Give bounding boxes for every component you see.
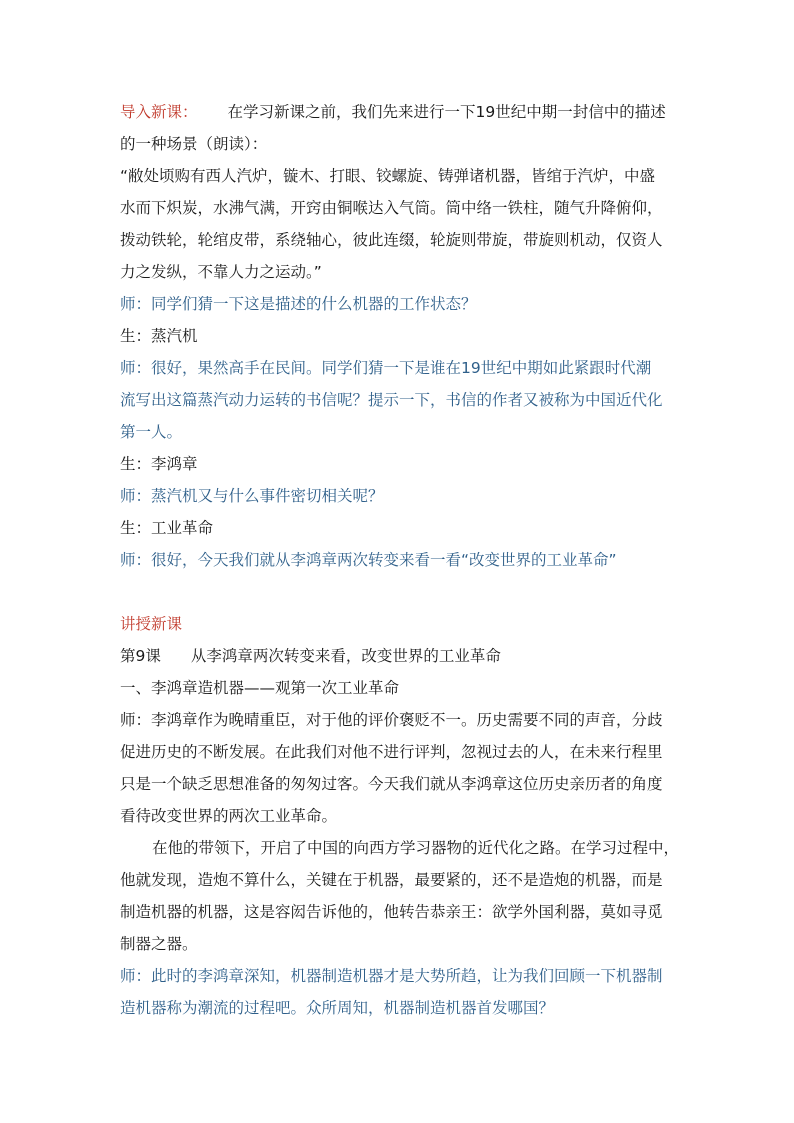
intro-line-2: 的一种场景（朗读）： (120, 135, 268, 153)
quote-line-1: “敝处顷购有西人汽炉，镟木、打眼、铰螺旋、铸弹诸机器，皆绾于汽炉，中盛 (120, 167, 656, 185)
para1-line-1: 师：李鸿章作为晚晴重臣，对于他的评价褒贬不一。历史需要不同的声音，分歧 (120, 711, 663, 729)
para2-line-2: 他就发现，造炮不算什么，关键在于机器，最要紧的，还不是造炮的机器，而是 (120, 871, 663, 889)
quote-line-3: 拨动铁轮，轮绾皮带，系绕轴心，彼此连缀，轮旋则带旋，带旋则机动，仅资人 (120, 231, 663, 249)
teacher-conclusion: 师：很好，今天我们就从李鸿章两次转变来看一看“改变世界的工业革命” (120, 551, 617, 569)
para2-line-4: 制器之器。 (120, 935, 198, 953)
student-answer-2: 生：李鸿章 (120, 455, 198, 473)
intro-heading: 导入新课： (120, 103, 198, 121)
teacher-question-1: 师：同学们猜一下这是描述的什么机器的工作状态？ (120, 295, 477, 313)
para1-line-2: 促进历史的不断发展。在此我们对他不进行评判，忽视过去的人，在未来行程里 (120, 743, 663, 761)
para1-line-3: 只是一个缺乏思想准备的匆匆过客。今天我们就从李鸿章这位历史亲历者的角度 (120, 775, 663, 793)
para3-line-2: 造机器称为潮流的过程吧。众所周知，机器制造机器首发哪国？ (120, 999, 555, 1017)
intro-text: 在学习新课之前，我们先来进行一下19世纪中期一封信中的描述 (227, 103, 666, 121)
lesson-number: 第9课 (120, 647, 161, 665)
lesson-title-line (120, 640, 680, 672)
teacher-question-2-line-3: 第一人。 (120, 423, 183, 441)
document-page (120, 96, 680, 1024)
section-title: 一、李鸿章造机器——观第一次工业革命 (120, 679, 400, 697)
para3-line-1: 师：此时的李鸿章深知，机器制造机器才是大势所趋，让为我们回顾一下机器制 (120, 967, 663, 985)
blank-line (120, 576, 680, 608)
para1-line-4: 看待改变世界的两次工业革命。 (120, 807, 338, 825)
para2-line-1: 在他的带领下，开启了中国的向西方学习器物的近代化之路。在学习过程中， (152, 839, 680, 857)
quote-line-4: 力之发纵，不靠人力之运动。” (120, 263, 322, 281)
para2-line-3: 制造机器的机器，这是容闳告诉他的，他转告恭亲王：欲学外国利器，莫如寻觅 (120, 903, 663, 921)
teacher-question-2-line-1: 师：很好，果然高手在民间。同学们猜一下是谁在19世纪中期如此紧跟时代潮 (120, 359, 652, 377)
intro-line-1 (120, 96, 680, 128)
quote-line-2: 水而下炽炭，水沸气满，开窍由铜喉达入气筒。筒中络一铁柱，随气升降俯仰， (120, 199, 663, 217)
teacher-question-3: 师：蒸汽机又与什么事件密切相关呢？ (120, 487, 384, 505)
lesson-title: 从李鸿章两次转变来看，改变世界的工业革命 (190, 647, 501, 665)
lecture-heading: 讲授新课 (120, 615, 183, 633)
student-answer-1: 生：蒸汽机 (120, 327, 198, 345)
teacher-question-2-line-2: 流写出这篇蒸汽动力运转的书信呢？提示一下，书信的作者又被称为中国近代化 (120, 391, 663, 409)
student-answer-3: 生：工业革命 (120, 519, 214, 537)
